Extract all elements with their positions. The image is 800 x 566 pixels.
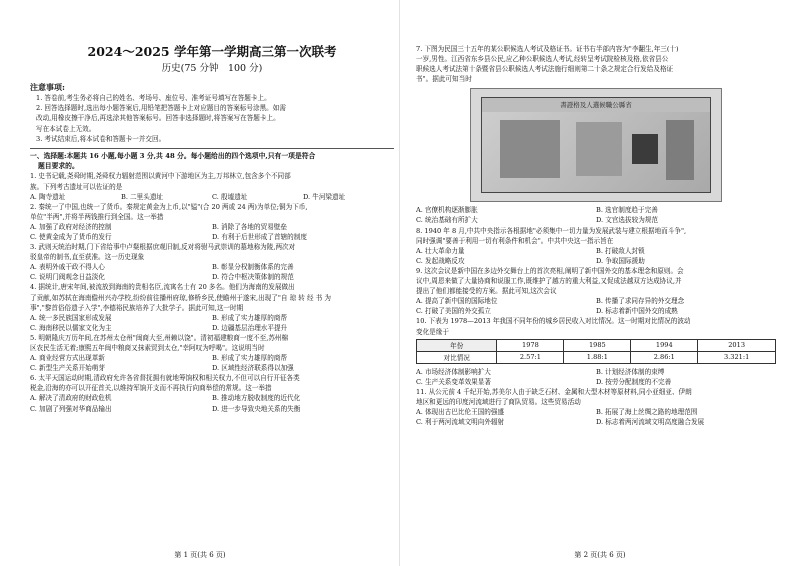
table-header-cell: 年份 [417, 339, 497, 351]
option: B. 推动地方脱收制度的近代化 [212, 394, 301, 403]
question-line: 7. 下图为民国三十五年的某公职候选人考试及格证书。证书右半部内容为"李翻生,年三(十) [416, 45, 679, 53]
option: A. 商业经营方式出现革新 [30, 354, 105, 363]
option: B. 拓展了海上丝绸之路的地理范围 [596, 407, 698, 416]
notice-item: 3. 考试结束后,将本试卷和答题卡一并交回。 [36, 134, 166, 143]
certificate-text-block [576, 122, 622, 176]
table-cell: 1.88:1 [564, 351, 631, 363]
question-9-options [416, 296, 776, 316]
table-cell: 2.57:1 [497, 351, 564, 363]
page-footer: 第 2 页(共 6 页) [574, 551, 626, 559]
question-options [30, 192, 394, 202]
question-options [30, 353, 394, 373]
option: D. 标志着新中国外交的成熟 [596, 307, 678, 316]
question-line: 族。下列考古遗址可以佐证的是 [30, 182, 123, 191]
question-line: 2. 秦统一了中国,也统一了货币。秦规定黄金为上币,以"镒"(合 20 两或 24 两)为单位;铜为下币, [30, 202, 308, 211]
option: B. 计划经济体制的束缚 [596, 367, 665, 376]
question-line: 4. 据统计,唐宋年间,被流放到海南的贵相名臣,流寓名士有 20 多名。他们为海南的发展做出 [30, 283, 295, 292]
option: D. 有利于后世形成了首辖的制度 [212, 232, 307, 241]
question-line: 提出了他们都能接受的方案。据此可知,这次会议 [416, 287, 557, 296]
option: D. 区域性经济联系得以加强 [212, 364, 294, 373]
option: C. 统治基础有所扩大 [416, 216, 478, 225]
question-line: 5. 明朝隆庆万历年间,在苏州太仓州"闽商大至,州赖以饶"。清初福建粮商一度不至,苏州棉 [30, 333, 289, 342]
option: D. 进一步导致央地关系的失衡 [212, 404, 301, 413]
question-line: 1. 史书记载,尧舜时期,尧舜权力辐射范围以黄河中下游地区为主,万邦林立,包含多个不同部 [30, 172, 291, 181]
option: A. 陶寺遗址 [30, 192, 66, 201]
exam-title: 2024～2025 学年第一学期高三第一次联考 [87, 44, 337, 59]
question-6 [30, 373, 394, 413]
option: D. 标志着两河流域文明高度融合发展 [596, 418, 705, 427]
question-3 [30, 242, 394, 282]
question-7-options [416, 205, 776, 225]
option: C. 新型生产关系开始萌芽 [30, 364, 105, 373]
option: A. 市场经济体制影响扩大 [416, 367, 491, 376]
question-line: 一岁,男性。江西省东乡县公民,应乙种公职候选人考试,经转呈考试院检核及格,依省县公 [416, 55, 669, 64]
option: C. 殷墟遗址 [212, 192, 248, 201]
question-10-options [416, 367, 776, 387]
option: A. 表明外戚干政不得人心 [30, 263, 105, 272]
notice-item: 改动,用橡皮擦干净后,再选涂其他答案标号。回答非选择题时,将答案写在答题卡上。 [36, 114, 280, 123]
option: B. 形成了实力雄厚的商帮 [212, 313, 287, 322]
notice-rule [30, 148, 394, 149]
income-ratio-table [416, 339, 776, 364]
option: A. 提高了新中国的国际地位 [416, 297, 498, 306]
question-1 [30, 171, 394, 201]
option: B. 选官制度趋于完善 [596, 206, 658, 215]
question-line: 议中,周恩来做了大量协商和说服工作,既维护了越方的重大利益,又促成法越双方达成协议,并 [416, 277, 682, 286]
question-line: 11. 从公元前 4 千纪开始,苏美尔人由于缺乏石材、金属和大型木材等原材料,同小亚细亚、伊朗 [416, 387, 692, 396]
certificate-right-column [666, 120, 694, 180]
table-row [417, 339, 776, 351]
option: C. 说明门阀观念日益淡化 [30, 273, 105, 282]
notice-item: 2. 回答选择题时,选出每小题答案后,用铅笔把答题卡上对应题目的答案标号涂黑。如需 [36, 104, 286, 113]
table-header-cell: 2013 [698, 339, 776, 351]
question-line: 3. 武则天统治时期,门下省给事中卢粲根据庶观旧制,反对将驸马武崇训的墓地称为陵,两次对 [30, 243, 296, 252]
question-line: 单位"半两",并将半两钱推行到全国。这一举措 [30, 212, 164, 221]
question-line: 驳皇帝的制书,直至获准。这一历史现象 [30, 253, 145, 262]
question-line: 事","黎首俗俗遗子入学",李德裕民族培养了大批学子。据此可知,这一时期 [30, 303, 244, 312]
option: C. 利于两河流域文明向外辐射 [416, 418, 505, 427]
question-line: 职候选人考试法第十条暨省县公职候选人考试法施行细则第二十条之规定合行发给及格证 [416, 65, 674, 74]
option: D. 边疆基层治理水平提升 [212, 323, 288, 332]
question-line: 书"。据此可知当时 [416, 75, 472, 84]
table-header-cell: 1994 [631, 339, 698, 351]
question-line: 变化是缘于 [416, 327, 449, 336]
question-line: 同时强调"要善于利用一切有利条件和机会"。中共中央这一指示旨在 [416, 236, 614, 245]
table-cell: 对比情况 [417, 351, 497, 363]
table-header-cell: 1985 [564, 339, 631, 351]
option: B. 打破敌人封锁 [596, 246, 645, 255]
option: D. 牛河梁遗址 [303, 192, 346, 201]
exam-subtitle: 历史(75 分钟 100 分) [161, 63, 263, 74]
option: A. 统一多民族国家形成发展 [30, 313, 112, 322]
option: A. 体现出古巴比伦王国的强盛 [416, 407, 505, 416]
exam-page-2 [400, 0, 800, 566]
option: A. 壮大革命力量 [416, 246, 465, 255]
option: B. 消除了各地的贸易壁垒 [212, 222, 287, 231]
certificate-photo [470, 88, 722, 202]
table-row [417, 351, 776, 363]
section-heading: 一、选择题:本题共 16 小题,每小题 3 分,共 48 分。每小题给出的四个选项中,只有一项是符合 [30, 152, 316, 161]
question-list [30, 171, 394, 413]
option: B. 二里头遗址 [121, 192, 164, 201]
option: C. 海南移民以儒家文化为主 [30, 323, 112, 332]
question-2 [30, 202, 394, 242]
option: C. 使黄金成为了货币的发行 [30, 232, 112, 241]
option: B. 传播了求同存异的外交理念 [596, 297, 685, 306]
table-cell: 3.321:1 [698, 351, 776, 363]
question-line: 9. 这次会议是新中国在多边外交舞台上的首次亮相,阐明了新中国外交的基本理念和原则。会 [416, 266, 684, 275]
option: C. 生产关系变革效果显著 [416, 377, 491, 386]
question-8-options [416, 246, 776, 266]
question-line: 区农民生活无着;康熙五年闽中粮商又抹素贸到太仓,"幸阿叹为呼喝"。这说明当时 [30, 344, 265, 353]
notice-item: 1. 答卷前,考生务必将自己的姓名、考场号、座位号、准考证号填写在答题卡上。 [36, 94, 271, 102]
question-8 [416, 226, 776, 246]
option: D. 文官选拔较为规范 [596, 216, 658, 225]
certificate-image [481, 97, 711, 193]
question-10 [416, 316, 776, 336]
option: A. 解决了清政府的财政危机 [30, 394, 112, 403]
question-options [30, 313, 394, 333]
option: A. 官僚机构逐渐膨胀 [416, 206, 478, 215]
question-line: 10. 下表为 1978—2013 年我国不同年份的城乡居民收入对比情况。这一时期对比情况的波动 [416, 317, 691, 326]
question-11 [416, 387, 776, 407]
table-header-cell: 1978 [497, 339, 564, 351]
question-line: 税金,沿海的亦可以开征首关,以维持军饷开支而不再执行向商举偿的常规。这一举措 [30, 384, 272, 393]
section-heading-cont: 题目要求的。 [38, 162, 79, 171]
question-7 [416, 44, 776, 84]
question-line: 6. 太平天国运动时期,清政府允许各省督抚拥有就地筹饷权和相关权力,不但可以自行开征各类 [30, 374, 300, 383]
question-line: 地区和更远的印度河流域进行了商队贸易。这些贸易活动 [416, 397, 581, 406]
option: B. 形成了实力雄厚的商帮 [212, 354, 287, 363]
certificate-caption: 書證格及人選候職公縣省 [482, 98, 710, 112]
option: B. 彰显分权制衡体系的完善 [212, 263, 294, 272]
option: C. 打破了美国的外交孤立 [416, 307, 491, 316]
question-options [30, 393, 394, 413]
question-4 [30, 282, 394, 332]
page-footer: 第 1 页(共 6 页) [174, 551, 226, 559]
option: D. 争取国际援助 [596, 256, 645, 265]
stamp-icon [632, 134, 658, 164]
option: D. 按劳分配制度的不完善 [596, 377, 672, 386]
question-options [30, 262, 394, 282]
table-cell: 2.86:1 [631, 351, 698, 363]
notice-item: 写在本试卷上无效。 [36, 124, 96, 133]
option: A. 加强了政府对经济的控制 [30, 222, 112, 231]
certificate-left-panel [500, 120, 560, 178]
question-5 [30, 333, 394, 373]
option: C. 发起战略反攻 [416, 256, 465, 265]
question-9 [416, 266, 776, 296]
notice-list [30, 93, 394, 144]
question-line: 了贡献,如苏轼在海南儋州兴办学校,纷纷前往播州府琼,修桥乡民,使瞻州于遂宋,出现了"自 琼 转 经 书 为 [30, 293, 331, 302]
option: C. 加剧了列强对华商品输出 [30, 404, 112, 413]
notice-heading: 注意事项: [30, 82, 65, 92]
question-line: 8. 1940 年 8 月,中共中央指示各根据地"必须集中一切力量为发展武装与建立根据地而斗争", [416, 226, 687, 235]
question-options [30, 222, 394, 242]
question-11-options [416, 407, 776, 427]
option: D. 符合中枢决策体制的规范 [212, 273, 294, 282]
